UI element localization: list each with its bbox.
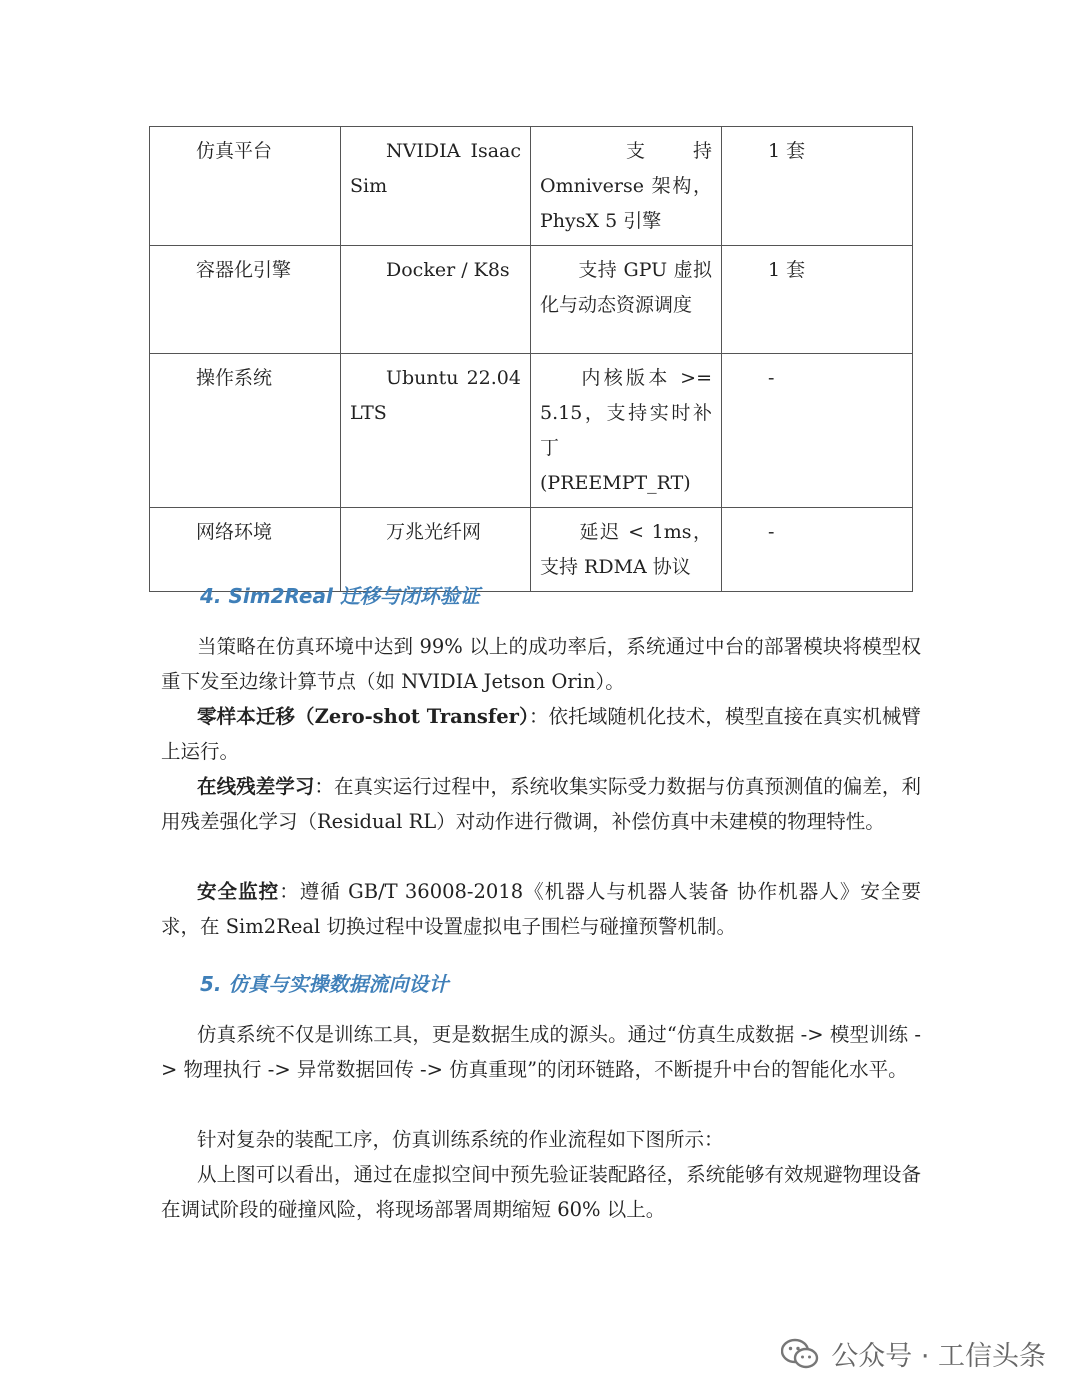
row-desc: 延迟 < 1ms，支持 RDMA 协议 bbox=[531, 508, 722, 592]
row-value: Ubuntu 22.04 LTS bbox=[341, 354, 531, 508]
row-name: 操作系统 bbox=[150, 354, 341, 508]
row-qty: 1 套 bbox=[722, 127, 913, 246]
section-4-heading: 4. Sim2Real 迁移与闭环验证 bbox=[200, 584, 480, 608]
row-desc: 支持 Omniverse 架构，PhysX 5 引擎 bbox=[531, 127, 722, 246]
row-value: NVIDIA Isaac Sim bbox=[341, 127, 531, 246]
watermark bbox=[781, 1334, 1046, 1373]
section-5-para-1: 仿真系统不仅是训练工具，更是数据生成的源头。通过“仿真生成数据 -> 模型训练 -> 物理执行 -> 异常数据回传 -> 仿真重现”的闭环链路，不断提升中台的智能化水平。 bbox=[161, 1023, 921, 1081]
item-label: 零样本迁移（Zero-shot Transfer） bbox=[197, 705, 529, 728]
row-qty: - bbox=[722, 354, 913, 508]
row-name: 容器化引擎 bbox=[150, 246, 341, 354]
item-residual: 在线残差学习：在真实运行过程中，系统收集实际受力数据与仿真预测值的偏差，利用残差强化学习（Residual RL）对动作进行微调，补偿仿真中未建模的物理特性。 bbox=[161, 775, 921, 833]
wechat-icon bbox=[781, 1338, 819, 1370]
table-row bbox=[150, 508, 913, 592]
row-name: 仿真平台 bbox=[150, 127, 341, 246]
row-name: 网络环境 bbox=[150, 508, 341, 592]
spec-table bbox=[149, 126, 913, 592]
table-row bbox=[150, 246, 913, 354]
item-zero-shot: 零样本迁移（Zero-shot Transfer）：依托域随机化技术，模型直接在真实机械臂上运行。 bbox=[161, 705, 921, 763]
section-5-heading: 5. 仿真与实操数据流向设计 bbox=[200, 972, 449, 996]
row-desc: 内核版本 >= 5.15，支持实时补丁 (PREEMPT_RT) bbox=[531, 354, 722, 508]
section-5-para-3: 从上图可以看出，通过在虚拟空间中预先验证装配路径，系统能够有效规避物理设备在调试阶段的碰撞风险，将现场部署周期缩短 60% 以上。 bbox=[161, 1163, 921, 1221]
watermark-text: 公众号 · 工信头条 bbox=[831, 1341, 1046, 1372]
row-desc: 支持 GPU 虚拟化与动态资源调度 bbox=[531, 246, 722, 354]
item-safety: 安全监控：遵循 GB/T 36008-2018《机器人与机器人装备 协作机器人》安全要求，在 Sim2Real 切换过程中设置虚拟电子围栏与碰撞预警机制。 bbox=[161, 880, 921, 938]
row-qty: 1 套 bbox=[722, 246, 913, 354]
section-4-intro: 当策略在仿真环境中达到 99% 以上的成功率后，系统通过中台的部署模块将模型权重下发至边缘计算节点（如 NVIDIA Jetson Orin）。 bbox=[161, 635, 921, 693]
item-label: 安全监控 bbox=[197, 880, 280, 903]
row-value: Docker / K8s bbox=[341, 246, 531, 354]
table-row bbox=[150, 354, 913, 508]
row-value: 万兆光纤网 bbox=[341, 508, 531, 592]
section-5-para-2: 针对复杂的装配工序，仿真训练系统的作业流程如下图所示： bbox=[197, 1128, 724, 1151]
item-label: 在线残差学习 bbox=[197, 775, 315, 798]
row-qty: - bbox=[722, 508, 913, 592]
table-row bbox=[150, 127, 913, 246]
